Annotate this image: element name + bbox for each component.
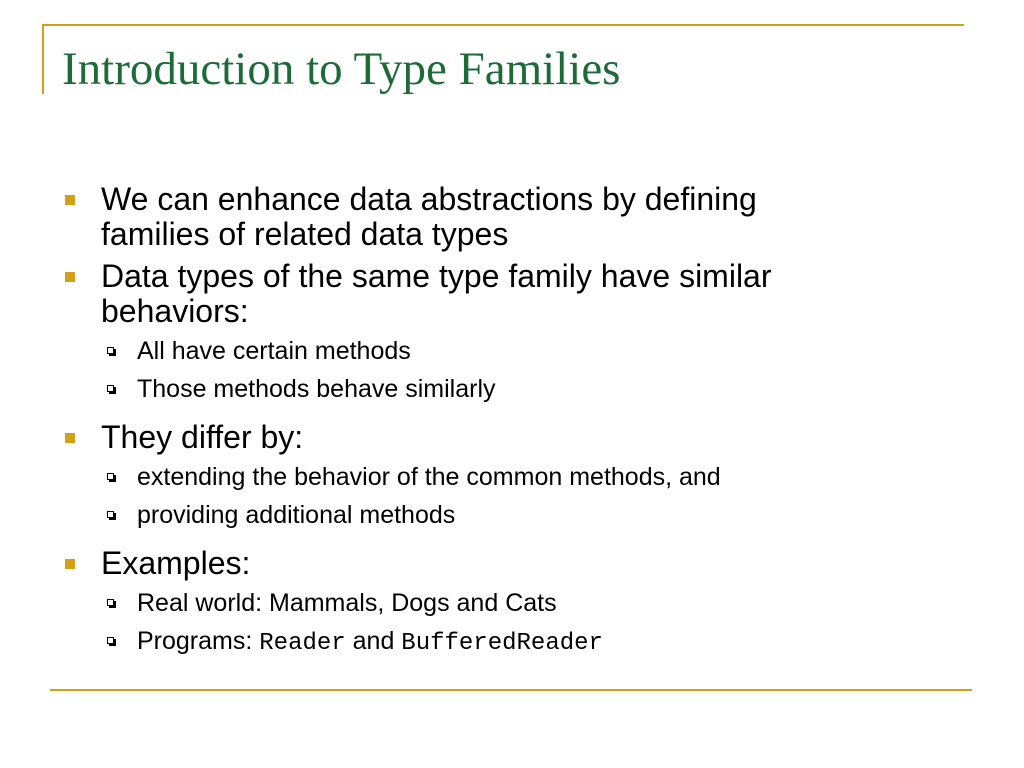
slide-body	[62, 182, 962, 675]
bullet-text: We can enhance data abstractions by defining	[101, 181, 757, 217]
bottom-rule	[50, 689, 972, 691]
sub-bullet-item	[62, 500, 962, 530]
square-bullet-icon	[65, 272, 75, 282]
sub-bullet-item	[62, 462, 962, 492]
bullet-text: They differ by:	[101, 419, 304, 455]
bullet-text: Data types of the same type family have similar	[101, 258, 772, 294]
sub-bullet-text: Real world: Mammals, Dogs and Cats	[137, 589, 557, 617]
hollow-square-bullet-icon	[107, 511, 114, 518]
code-reader: Reader	[259, 630, 346, 657]
bullet-item	[62, 259, 962, 329]
sub-bullet-text: Those methods behave similarly	[137, 375, 496, 403]
bullet-text: families of related data types	[101, 216, 509, 252]
sub-bullet-item	[62, 374, 962, 404]
sub-bullet-list	[62, 588, 962, 659]
bullet-item	[62, 182, 962, 252]
square-bullet-icon	[65, 559, 75, 569]
top-rule	[42, 24, 964, 26]
bullet-text: Examples:	[101, 545, 251, 581]
programs-and: and	[345, 627, 402, 655]
sub-bullet-list	[62, 462, 962, 530]
slide-title: Introduction to Type Families	[62, 43, 621, 95]
code-buffered-reader: BufferedReader	[401, 630, 603, 657]
hollow-square-bullet-icon	[107, 385, 114, 392]
hollow-square-bullet-icon	[107, 347, 114, 354]
bullet-text: behaviors:	[101, 293, 249, 329]
bullet-item	[62, 420, 962, 455]
sub-bullet-list	[62, 336, 962, 404]
square-bullet-icon	[65, 433, 75, 443]
sub-bullet-item	[62, 588, 962, 618]
programs-prefix: Programs:	[137, 627, 260, 655]
sub-bullet-text: providing additional methods	[137, 501, 456, 529]
hollow-square-bullet-icon	[107, 599, 114, 606]
square-bullet-icon	[65, 195, 75, 205]
sub-bullet-item	[62, 336, 962, 366]
sub-bullet-text: extending the behavior of the common methods, and	[137, 463, 721, 491]
hollow-square-bullet-icon	[107, 473, 114, 480]
hollow-square-bullet-icon	[107, 637, 114, 644]
bullet-item	[62, 546, 962, 581]
left-rule	[42, 24, 44, 94]
sub-bullet-text: All have certain methods	[137, 337, 411, 365]
sub-bullet-item	[62, 626, 962, 659]
